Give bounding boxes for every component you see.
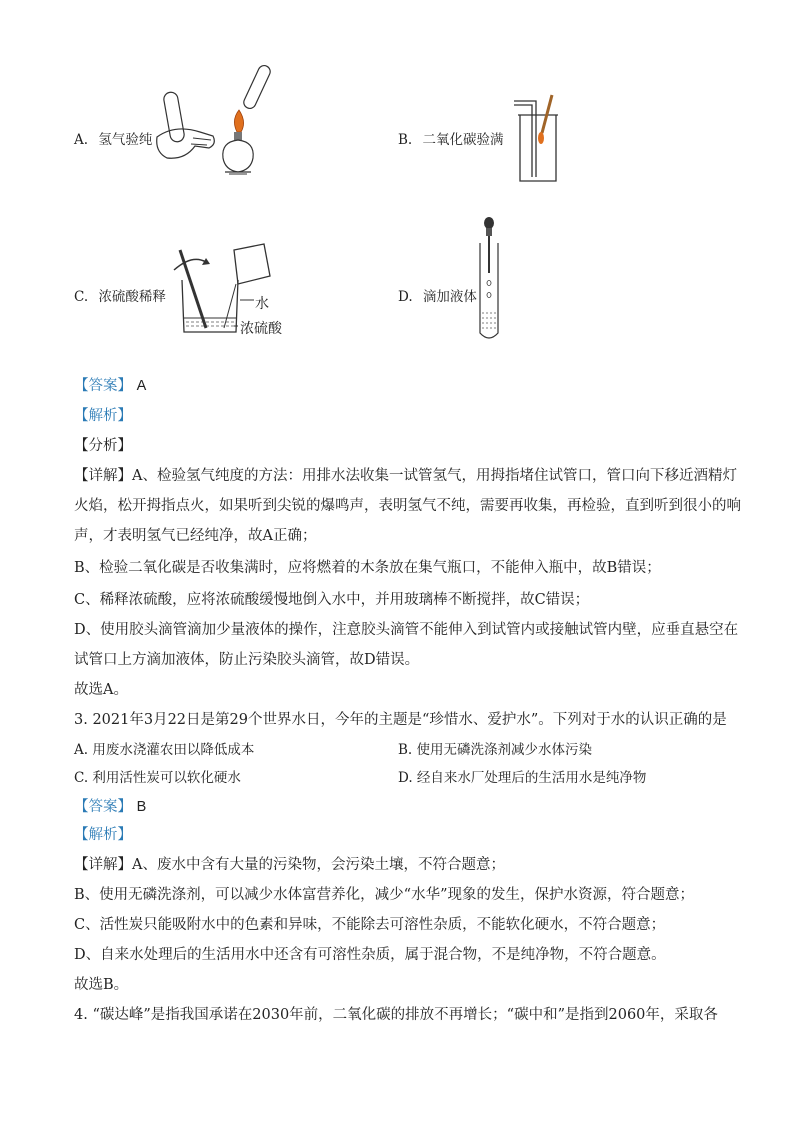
- detail-text-1: A、检验氢气纯度的方法：用排水法收集一试管氢气，用拇指堵住试管口，管口向下移近酒精灯: [132, 468, 737, 484]
- q3-option-d: D. 经自来水厂处理后的生活用水是纯净物: [398, 770, 647, 786]
- q2-detail-line-3: 声，才表明氢气已经纯净，故A正确；: [74, 528, 317, 544]
- option-c: [74, 285, 166, 305]
- option-d-label: D.: [398, 289, 413, 305]
- q3-option-b: B. 使用无磷洗涤剂减少水体污染: [398, 742, 593, 758]
- option-c-label: C.: [74, 289, 89, 305]
- fenxi-tag: 分析: [88, 438, 118, 454]
- option-d-text: 滴加液体: [422, 289, 477, 305]
- option-a-label: A.: [74, 132, 89, 148]
- option-a: [74, 128, 152, 148]
- q2-detail-line-2: 火焰，松开拇指点火，如果听到尖锐的爆鸣声，表明氢气不纯，需要再收集，再检验，直到听到很小的响: [74, 498, 741, 514]
- answer-tag: 答案: [88, 378, 118, 394]
- q3-analysis-tag: 解析: [88, 827, 118, 843]
- option-b-text: 二氧化碳验满: [422, 132, 504, 148]
- q2-detail-line-1: 【详解】A、检验氢气纯度的方法：用排水法收集一试管氢气，用拇指堵住试管口，管口向下移近酒精灯: [74, 468, 737, 484]
- analysis-tag: 解析: [88, 408, 118, 424]
- q3-analysis-tag-line: 【解析】: [74, 827, 132, 843]
- option-b: [398, 128, 504, 148]
- detail-tag: 详解: [88, 468, 118, 484]
- q3-answer-value: B: [136, 799, 147, 815]
- q2-analysis-tag-line: 【解析】: [74, 408, 132, 424]
- q3-detail-a: A、废水中含有大量的污染物，会污染土壤，不符合题意；: [132, 857, 505, 873]
- q2-line-d1: D、使用胶头滴管滴加少量液体的操作，注意胶头滴管不能伸入到试管内或接触试管内壁，应垂直悬空在: [74, 622, 739, 638]
- q3-stem: 3. 2021年3月22日是第29个世界水日，今年的主题是“珍惜水、爱护水”。下列对于水的认识正确的是: [74, 712, 727, 728]
- q2-fenxi-tag-line: 【分析】: [74, 438, 132, 454]
- q2-line-b: B、检验二氧化碳是否收集满时，应将燃着的木条放在集气瓶口，不能伸入瓶中，故B错误；: [74, 560, 661, 576]
- q3-detail-line: 【详解】A、废水中含有大量的污染物，会污染土壤，不符合题意；: [74, 857, 505, 873]
- answer-value: A: [136, 378, 147, 394]
- option-b-label: B.: [398, 132, 413, 148]
- q2-line-d2: 试管口上方滴加液体，防止污染胶头滴管，故D错误。: [74, 652, 420, 668]
- hydrogen-purity-test-figure: [155, 62, 275, 187]
- q4-stem: 4. “碳达峰”是指我国承诺在2030年前，二氧化碳的排放不再增长；“碳中和”是指到2060年，采取各: [74, 1007, 718, 1023]
- q3-line-c: C、活性炭只能吸附水中的色素和异味，不能除去可溶性杂质，不能软化硬水，不符合题意；: [74, 917, 666, 933]
- q3-option-a: A. 用废水浇灌农田以降低成本: [74, 742, 255, 758]
- q2-line-c: C、稀释浓硫酸，应将浓硫酸缓慢地倒入水中，并用玻璃棒不断搅拌，故C错误；: [74, 592, 590, 608]
- option-c-text: 浓硫酸稀释: [98, 289, 166, 305]
- q3-answer-line: 【答案】 B: [74, 799, 147, 815]
- q3-line-d: D、自来水处理后的生活用水中还含有可溶性杂质，属于混合物，不是纯净物，不符合题意。: [74, 947, 666, 963]
- q2-choose: 故选A。: [74, 682, 128, 698]
- water-label: 水: [255, 296, 269, 312]
- q2-answer-line: 【答案】 A: [74, 378, 147, 394]
- q3-line-b: B、使用无磷洗涤剂，可以减少水体富营养化，减少“水华”现象的发生，保护水资源，符合题意；: [74, 887, 694, 903]
- q3-choose: 故选B。: [74, 977, 129, 993]
- co2-full-test-figure: [512, 93, 562, 185]
- q3-answer-tag: 答案: [88, 799, 118, 815]
- dropper-figure: [474, 215, 504, 345]
- option-d: [398, 285, 477, 305]
- q3-detail-tag: 详解: [88, 857, 118, 873]
- acid-label: 浓硫酸: [240, 321, 282, 337]
- q3-option-c: C. 利用活性炭可以软化硬水: [74, 770, 241, 786]
- option-a-text: 氢气验纯: [98, 132, 153, 148]
